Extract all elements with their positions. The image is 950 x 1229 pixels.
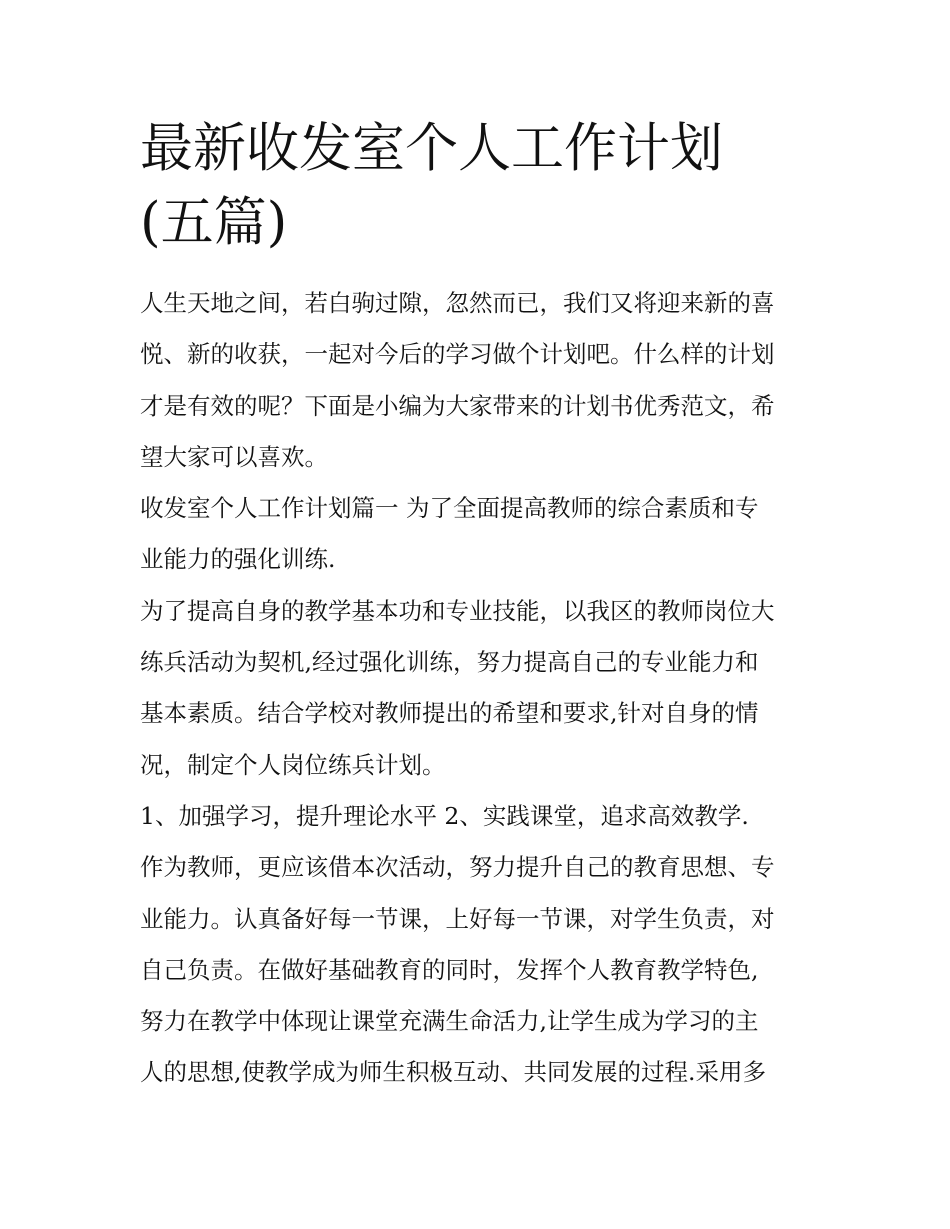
body-line: 业能力。认真备好每一节课，上好每一节课，对学生负责，对: [140, 904, 775, 933]
body-line: 悦、新的收获，一起对今后的学习做个计划吧。什么样的计划: [140, 340, 775, 369]
body-line: 才是有效的呢？下面是小编为大家带来的计划书优秀范文，希: [140, 391, 775, 420]
body-line: 1、加强学习，提升理论水平 2、实践课堂，追求高效教学.: [140, 801, 749, 830]
body-line: 人生天地之间，若白驹过隙，忽然而已，我们又将迎来新的喜: [140, 289, 775, 317]
document-content: [140, 112, 815, 1099]
body-line: 人的思想,使教学成为师生积极互动、共同发展的过程.采用多: [140, 1058, 766, 1087]
body-line: 练兵活动为契机,经过强化训练，努力提高自己的专业能力和: [140, 648, 759, 677]
body-line: 业能力的强化训练.: [140, 545, 336, 574]
body-line: 况，制定个人岗位练兵计划。: [140, 750, 446, 779]
body-line: 自己负责。在做好基础教育的同时，发挥个人教育教学特色,: [140, 955, 759, 984]
body-line: 努力在教学中体现让课堂充满生命活力,让学生成为学习的主: [140, 1007, 759, 1036]
body-line: 收发室个人工作计划篇一 为了全面提高教师的综合素质和专: [140, 494, 759, 523]
body-line: 为了提高自身的教学基本功和专业技能，以我区的教师岗位大: [140, 596, 775, 625]
body-line: 作为教师，更应该借本次活动，努力提升自己的教育思想、专: [140, 853, 775, 882]
document-title: 最新收发室个人工作计划(五篇): [140, 118, 723, 253]
body-line: 望大家可以喜欢。: [140, 442, 328, 471]
body-line: 基本素质。结合学校对教师提出的希望和要求,针对自身的情: [140, 699, 759, 728]
document-body: [140, 278, 815, 1099]
